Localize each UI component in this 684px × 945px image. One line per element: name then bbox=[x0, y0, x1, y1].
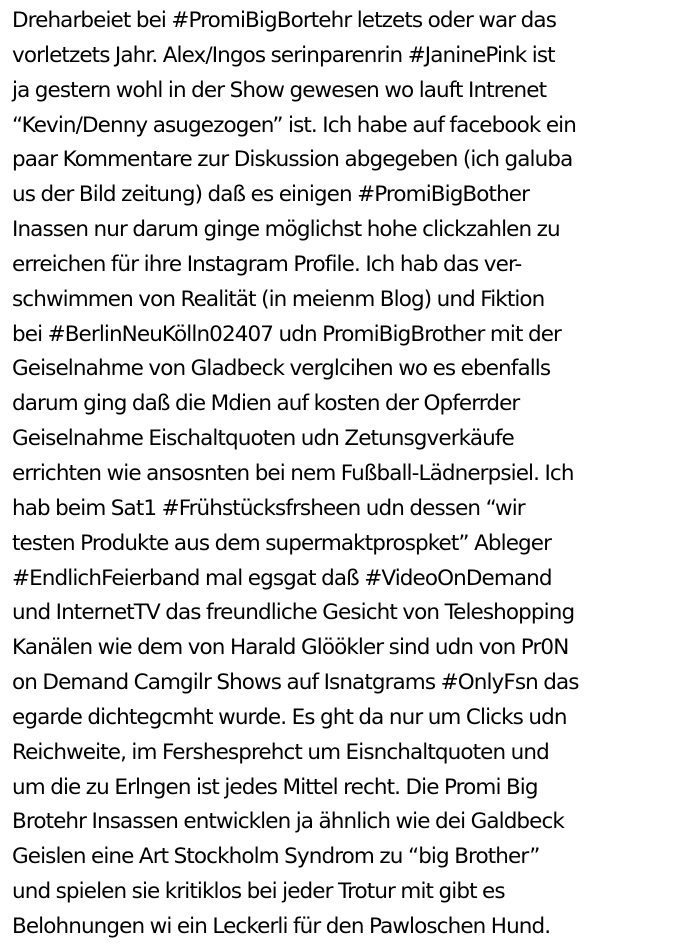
text-line: schwimmen von Realität (in meienm Blog) und Fiktion bbox=[12, 286, 545, 312]
text-line: Geiselnahme von Gladbeck verglcihen wo es ebenfalls bbox=[12, 356, 551, 382]
text-line: und spielen sie kritiklos bei jeder Trotur mit gibt es bbox=[12, 879, 505, 905]
text-line: um die zu Erlngen ist jedes Mittel recht. Die Promi Big bbox=[12, 774, 538, 800]
text-line: errichten wie ansosnten bei nem Fußball-Lädnerpsiel. Ich bbox=[12, 460, 574, 486]
text-line: #EndlichFeierband mal egsgat daß #VideoOnDemand bbox=[12, 565, 552, 591]
text-line: paar Kommentare zur Diskussion abgegeben (ich galuba bbox=[12, 147, 573, 173]
text-line: Inassen nur darum ginge möglichst hohe clickzahlen zu bbox=[12, 217, 560, 243]
text-line: darum ging daß die Mdien auf kosten der Opferrder bbox=[12, 391, 520, 417]
body-paragraph bbox=[12, 4, 684, 945]
text-line: und InternetTV das freundliche Gesicht von Teleshopping bbox=[12, 600, 575, 626]
text-line: us der Bild zeitung) daß es einigen #PromiBigBother bbox=[12, 182, 530, 208]
text-line: on Demand Camgilr Shows auf Isnatgrams #OnlyFsn das bbox=[12, 670, 579, 696]
text-line: hab beim Sat1 #Frühstücksfrsheen udn dessen “wir bbox=[12, 495, 525, 521]
text-line: testen Produkte aus dem supermaktprospket” Ableger bbox=[12, 530, 552, 556]
text-line: Belohnungen wi ein Leckerli für den Pawloschen Hund. bbox=[12, 913, 551, 939]
text-line: Kanälen wie dem von Harald Glöökler sind udn von Pr0N bbox=[12, 635, 569, 661]
text-line: Geiselnahme Eischaltquoten udn Zetunsgverkäufe bbox=[12, 426, 514, 452]
text-line: vorletzets Jahr. Alex/Ingos serinparenrin #JaninePink ist bbox=[12, 42, 555, 68]
text-line: egarde dichtegcmht wurde. Es ght da nur um Clicks udn bbox=[12, 704, 567, 730]
text-line: bei #BerlinNeuKölln02407 udn PromiBigBrother mit der bbox=[12, 321, 561, 347]
text-line: Geislen eine Art Stockholm Syndrom zu “big Brother” bbox=[12, 844, 540, 870]
text-line: “Kevin/Denny asugezogen” ist. Ich habe auf facebook ein bbox=[12, 112, 576, 138]
text-line: ja gestern wohl in der Show gewesen wo lauft Intrenet bbox=[12, 77, 547, 103]
text-line: Reichweite, im Fershesprehct um Eisnchaltquoten und bbox=[12, 739, 549, 765]
text-line: erreichen für ihre Instagram Profile. Ich hab das ver- bbox=[12, 251, 522, 277]
text-line: Brotehr Insassen entwicklen ja ähnlich wie dei Galdbeck bbox=[12, 809, 564, 835]
text-line: Dreharbeiet bei #PromiBigBortehr letzets oder war das bbox=[12, 8, 556, 33]
